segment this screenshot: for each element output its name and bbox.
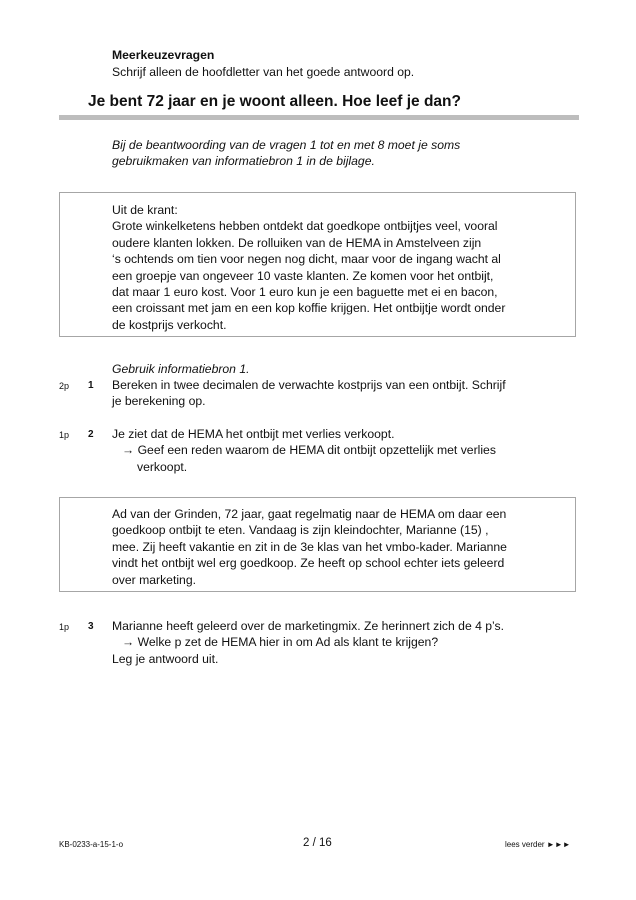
- scenario-box: [59, 497, 576, 592]
- section-title: Je bent 72 jaar en je woont alleen. Hoe leef je dan?: [88, 93, 461, 110]
- exam-code: KB-0233-a-15-1-o: [59, 840, 124, 849]
- continue-marker: lees verder ►►►: [505, 840, 571, 849]
- intro-line: gebruikmaken van informatiebron 1 in de bijlage.: [112, 154, 375, 169]
- question-line: Leg je antwoord uit.: [112, 651, 219, 666]
- box-line: vindt het ontbijt wel erg goedkoop. Ze heeft op school echter iets geleerd: [112, 556, 505, 571]
- question-number: 3: [88, 621, 94, 632]
- question-2-text: [112, 426, 496, 475]
- source-note: Gebruik informatiebron 1.: [112, 362, 250, 376]
- box-line: mee. Zij heeft vakantie en zit in de 3e klas van het vmbo-kader. Marianne: [112, 539, 507, 554]
- points-marker: 1p: [59, 430, 70, 440]
- box-line: Uit de krant:: [112, 203, 178, 217]
- question-task-line: verkoopt.: [137, 459, 188, 474]
- box-line: Ad van der Grinden, 72 jaar, gaat regelmatig naar de HEMA om daar een: [112, 507, 507, 521]
- page-number: 2 / 16: [303, 837, 332, 849]
- instruction-text: Schrijf alleen de hoofdletter van het goede antwoord op.: [112, 65, 415, 79]
- box-line: Grote winkelketens hebben ontdekt dat goedkope ontbijtjes veel, vooral: [112, 219, 498, 234]
- question-task-line: → Welke p zet de HEMA hier in om Ad als klant te krijgen?: [122, 635, 439, 650]
- section-heading: Meerkeuzevragen: [112, 48, 215, 62]
- scenario-text: [112, 506, 507, 588]
- title-divider: [59, 115, 579, 120]
- box-line: een croissant met jam en een kop koffie krijgen. Het ontbijtje wordt onder: [112, 301, 506, 316]
- question-number: 2: [88, 429, 94, 440]
- question-line: Bereken in twee decimalen de verwachte kostprijs van een ontbijt. Schrijf: [112, 378, 506, 392]
- question-line: je berekening op.: [112, 394, 206, 409]
- points-marker: 2p: [59, 381, 70, 391]
- question-1-text: [112, 377, 506, 410]
- box-line: dat maar 1 euro kost. Voor 1 euro kun je een baguette met ei en bacon,: [112, 285, 498, 300]
- newspaper-text: [112, 202, 505, 333]
- box-line: de kostprijs verkocht.: [112, 317, 227, 332]
- newspaper-box: [59, 192, 576, 337]
- box-line: over marketing.: [112, 572, 196, 587]
- points-marker: 1p: [59, 622, 70, 632]
- question-line: Marianne heeft geleerd over de marketingmix. Ze herinnert zich de 4 p’s.: [112, 619, 505, 633]
- box-line: een groepje van ongeveer 10 vaste klanten. Ze komen voor het ontbijt,: [112, 268, 494, 283]
- box-line: oudere klanten lokken. De rolluiken van de HEMA in Amstelveen zijn: [112, 235, 482, 250]
- question-number: 1: [88, 380, 94, 391]
- intro-text: [112, 137, 460, 170]
- question-task-line: → Geef een reden waarom de HEMA dit ontbijt opzettelijk met verlies: [122, 443, 496, 458]
- intro-line: Bij de beantwoording van de vragen 1 tot en met 8 moet je soms: [112, 138, 461, 152]
- box-line: goedkoop ontbijt te eten. Vandaag is zijn kleindochter, Marianne (15) ,: [112, 523, 489, 538]
- question-line: Je ziet dat de HEMA het ontbijt met verlies verkoopt.: [112, 427, 395, 441]
- question-3-text: [112, 618, 504, 667]
- box-line: ‘s ochtends om tien voor negen nog dicht, maar voor de ingang wacht al: [112, 252, 501, 267]
